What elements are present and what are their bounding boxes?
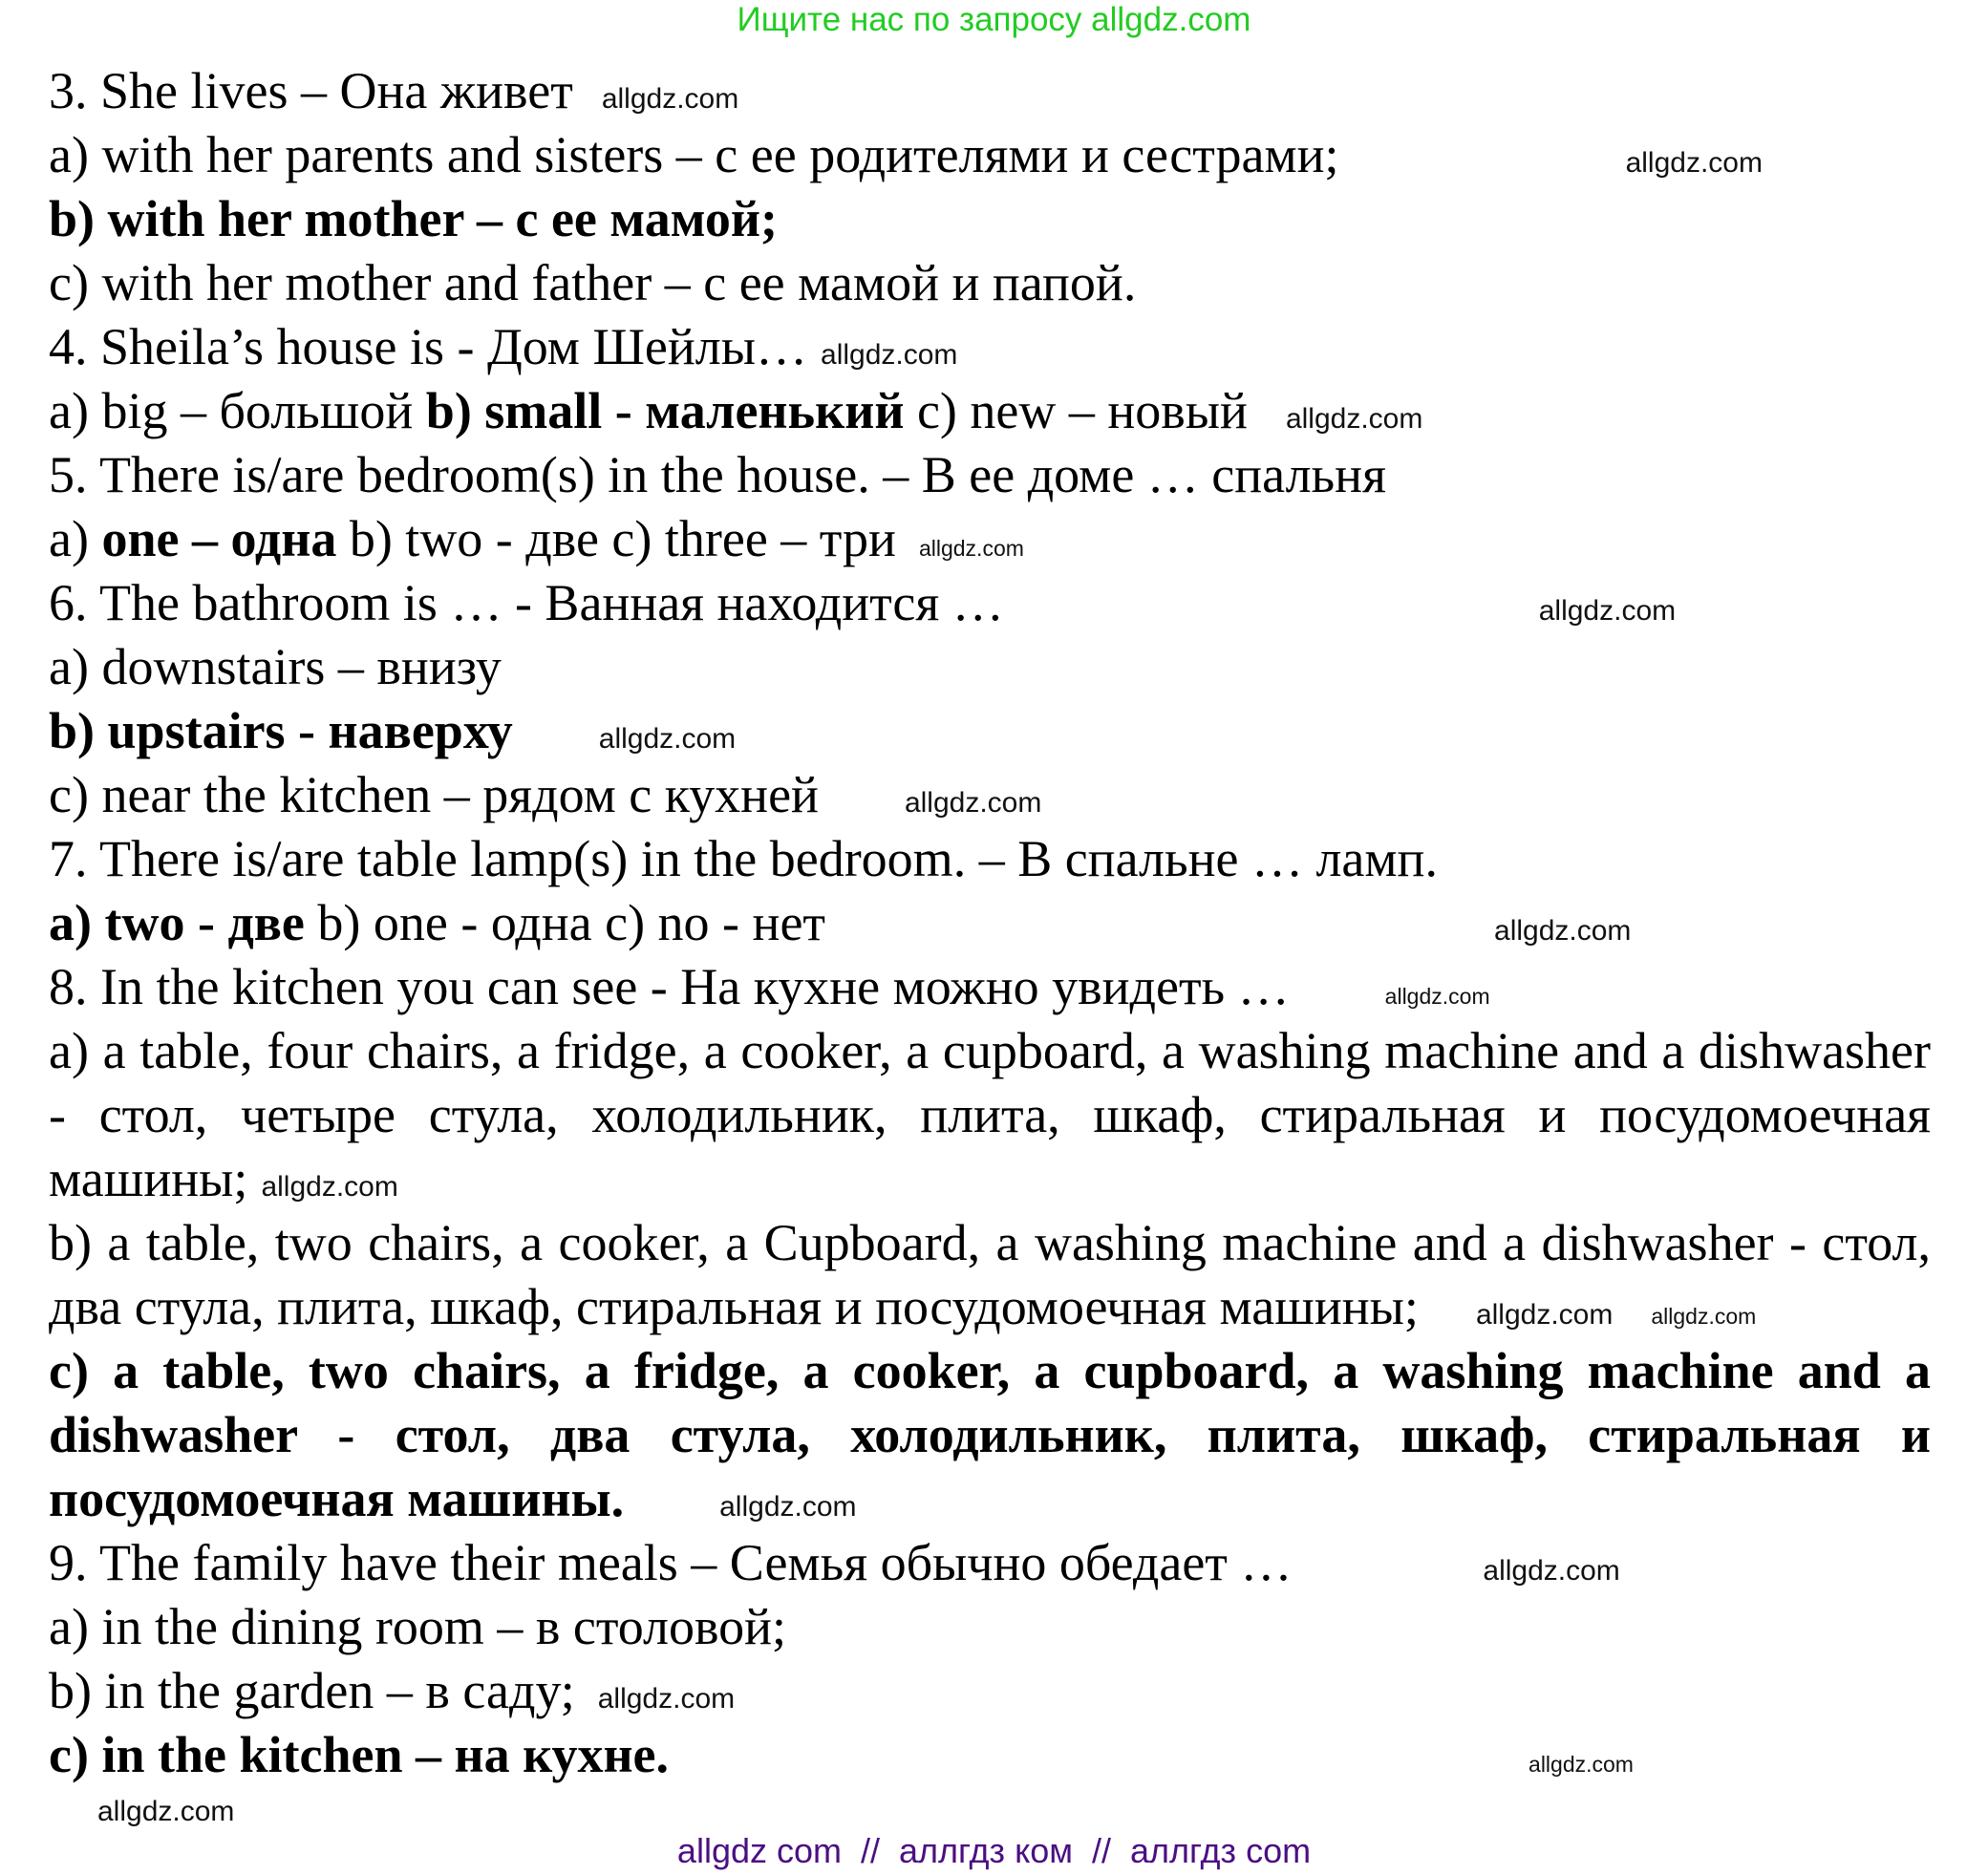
text-segment: b) two - две c) three – три — [336, 510, 896, 567]
text-line — [49, 827, 1931, 891]
text-line — [49, 1659, 1931, 1723]
footer-text: allgdz com // аллгдз ком // аллгдз com — [676, 1831, 1312, 1870]
text-line — [49, 571, 1931, 635]
text-line — [49, 955, 1931, 1019]
watermark: allgdz.com — [821, 339, 958, 371]
watermark: allgdz.com — [597, 1683, 736, 1715]
watermark: allgdz.com — [261, 1171, 398, 1203]
text-line — [49, 1595, 1931, 1659]
watermark-row — [49, 1787, 1931, 1827]
correct-answer-text: c) in the kitchen – на кухне. — [49, 1726, 670, 1783]
watermark: allgdz.com — [1483, 1555, 1620, 1587]
watermark: allgdz.com — [97, 1796, 235, 1827]
watermark: allgdz.com — [1625, 147, 1763, 179]
watermark: allgdz.com — [904, 787, 1042, 819]
watermark: allgdz.com — [1494, 915, 1632, 947]
correct-answer-text: one – одна — [101, 510, 337, 567]
answer-paragraph — [49, 1211, 1931, 1339]
text-segment: a) in the dining room – в столовой; — [49, 1598, 787, 1655]
answer-paragraph — [49, 1019, 1931, 1211]
text-segment: 9. The family have their meals – Семья обычно обедает … — [49, 1534, 1293, 1591]
correct-answer-text: b) small - маленький — [425, 382, 905, 439]
text-segment: a) — [49, 510, 102, 567]
document-body — [49, 59, 1931, 1827]
text-line — [49, 1723, 1931, 1787]
watermark: allgdz.com — [918, 536, 1024, 561]
text-segment: c) new – новый — [904, 382, 1248, 439]
text-segment: 6. The bathroom is … - Ванная находится … — [49, 574, 1004, 631]
text-segment: b) in the garden – в саду; — [49, 1662, 575, 1719]
text-line — [49, 123, 1931, 187]
header-text: Ищите нас по запросу allgdz.com — [737, 1, 1251, 38]
text-segment: 3. She lives – Она живет — [49, 62, 573, 119]
text-line — [49, 379, 1931, 443]
watermark: allgdz.com — [1285, 403, 1423, 435]
text-line — [49, 315, 1931, 379]
watermark: allgdz.com — [719, 1491, 857, 1523]
text-line — [49, 891, 1931, 955]
text-segment: a) big – большой — [49, 382, 426, 439]
text-segment: c) near the kitchen – рядом с кухней — [49, 766, 819, 823]
text-line — [49, 187, 1931, 251]
correct-answer-text: b) upstairs - наверху — [49, 702, 513, 759]
text-segment: a) with her parents and sisters – с ее родителями и сестрами; — [49, 126, 1339, 183]
text-segment: a) a table, four chairs, a fridge, a cooker, a cupboard, a washing machine and a dishwasher - стол, четыре стула, холодильник, плита, шкаф, стиральная и посудомоечная машины; — [49, 1022, 1931, 1207]
answer-paragraph — [49, 1339, 1931, 1531]
correct-answer-text: b) with her mother – с ее мамой; — [49, 190, 778, 247]
watermark: allgdz.com — [1651, 1304, 1757, 1329]
text-segment: 5. There is/are bedroom(s) in the house. – В ее доме … спальня — [49, 446, 1386, 503]
text-segment: 4. Sheila’s house is - Дом Шейлы… — [49, 318, 808, 375]
watermark: allgdz.com — [598, 723, 737, 755]
text-segment: 7. There is/are table lamp(s) in the bedroom. – В спальне … ламп. — [49, 830, 1438, 887]
watermark: allgdz.com — [1538, 595, 1677, 627]
correct-answer-text: c) a table, two chairs, a fridge, a cooker, a cupboard, a washing machine and a dishwasher - стол, два стула, холодильник, плита, шкаф, стиральная и посудомоечная машины. — [49, 1342, 1931, 1527]
header-banner — [0, 0, 1988, 40]
text-segment: b) one - одна c) no - нет — [304, 894, 826, 951]
text-line — [49, 443, 1931, 507]
text-line — [49, 635, 1931, 699]
watermark: allgdz.com — [1384, 984, 1490, 1009]
text-segment: a) downstairs – внизу — [49, 638, 502, 695]
text-line — [49, 251, 1931, 315]
text-line — [49, 59, 1931, 123]
text-line — [49, 699, 1931, 763]
watermark: allgdz.com — [1475, 1299, 1614, 1331]
text-segment: 8. In the kitchen you can see - На кухне можно увидеть … — [49, 958, 1290, 1015]
correct-answer-text: a) two - две — [49, 894, 305, 951]
text-line — [49, 507, 1931, 571]
text-line — [49, 1531, 1931, 1595]
watermark: allgdz.com — [1528, 1752, 1634, 1777]
footer-banner — [0, 1830, 1988, 1872]
text-line — [49, 763, 1931, 827]
text-segment: b) a table, two chairs, a cooker, a Cupboard, a washing machine and a dishwasher - стол, два стула, плита, шкаф, стиральная и посудомоечная машины; — [49, 1214, 1931, 1335]
watermark: allgdz.com — [601, 83, 739, 115]
text-segment: c) with her mother and father – с ее мамой и папой. — [49, 254, 1137, 311]
